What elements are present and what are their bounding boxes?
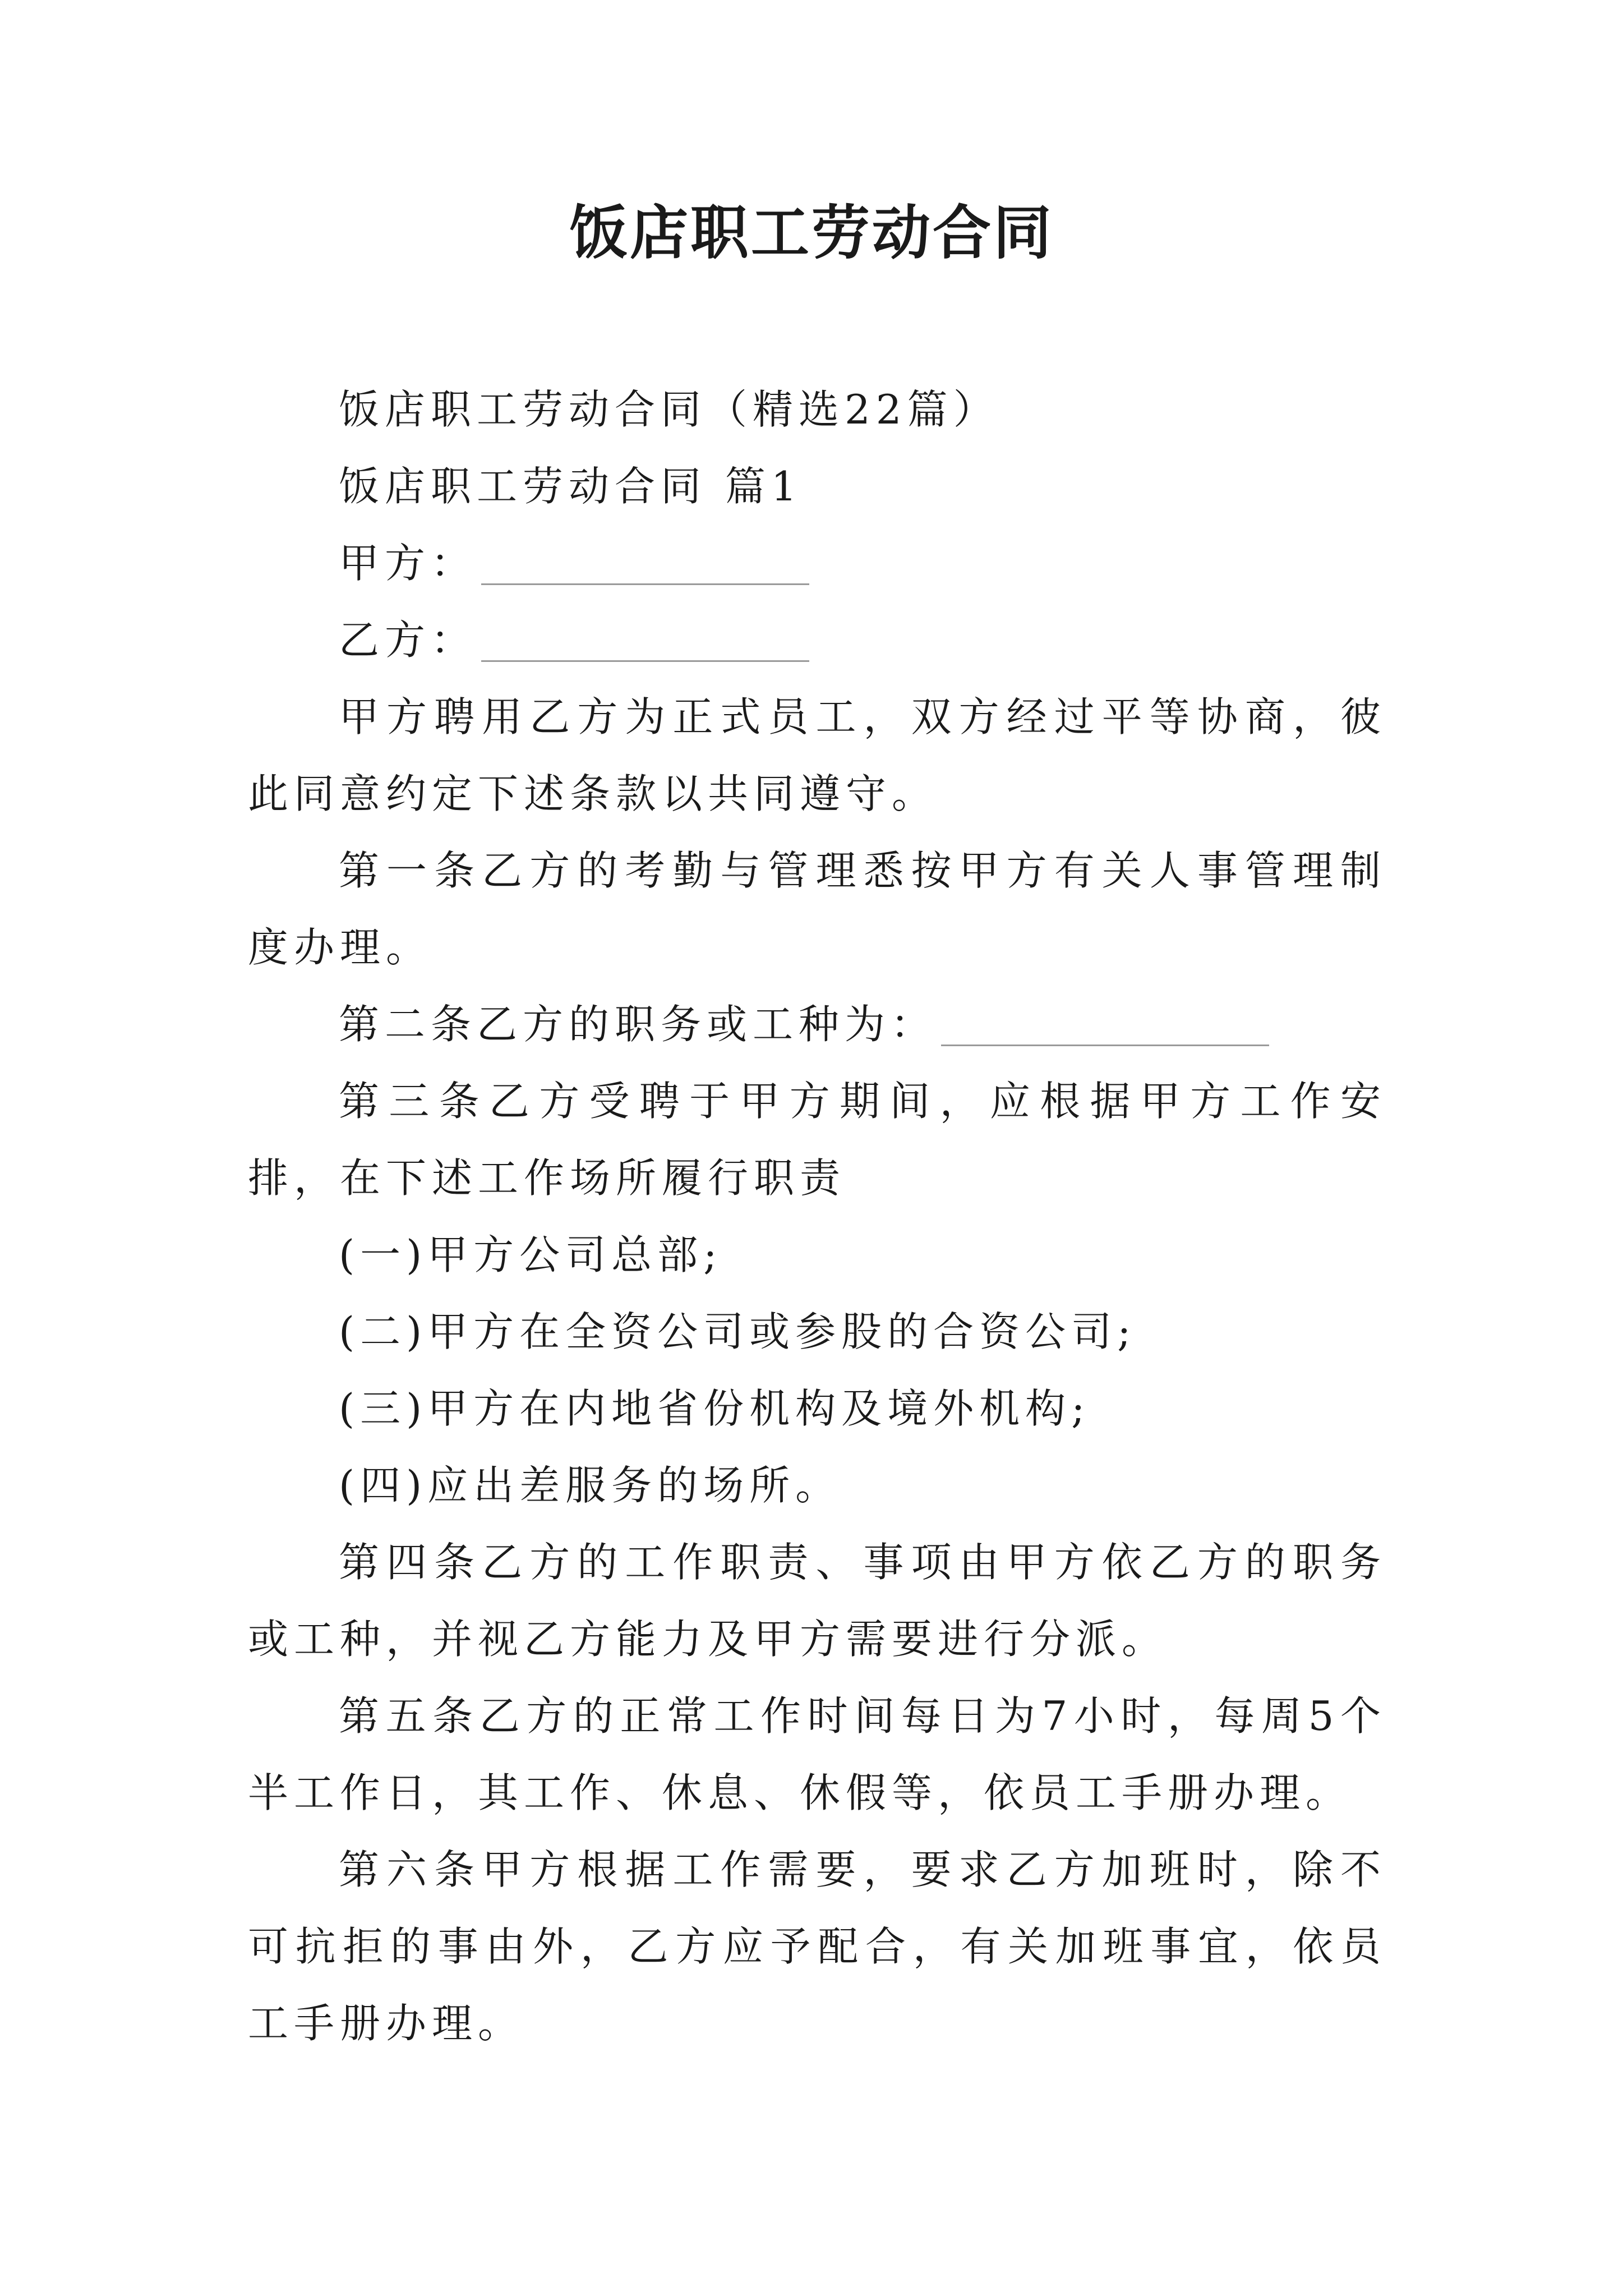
paragraph-party-a: 甲方： [248,525,1386,602]
position-blank-line [941,1004,1269,1046]
paragraph-section-heading: 饭店职工劳动合同 篇1 [339,463,803,510]
paragraph-preamble: 甲方聘用乙方为正式员工，双方经过平等协商，彼此同意约定下述条款以共同遵守。 [248,693,1386,817]
paragraph-article-3: 第三条乙方受聘于甲方期间，应根据甲方工作安排，在下述工作场所履行职责 [248,1078,1386,1202]
paragraph-item-1: (一)甲方公司总部; [339,1231,723,1278]
document-body [248,371,1386,2062]
paragraph-party-b: 乙方： [248,602,1386,679]
party-a-blank-line [481,543,809,585]
paragraph-subtitle: 饭店职工劳动合同（精选22篇） [339,386,999,433]
paragraph-article-4: 第四条乙方的工作职责、事项由甲方依乙方的职务或工种，并视乙方能力及甲方需要进行分派。 [248,1539,1386,1663]
paragraph-item-4: (四)应出差服务的场所。 [339,1462,842,1509]
paragraph-item-2: (二)甲方在全资公司或参股的合资公司; [339,1308,1137,1355]
paragraph-article-5: 第五条乙方的正常工作时间每日为7小时，每周5个半工作日，其工作、休息、休假等，依员工手册办理。 [248,1692,1386,1816]
party-b-blank-line [481,620,809,662]
paragraph-article-1: 第一条乙方的考勤与管理悉按甲方有关人事管理制度办理。 [248,847,1386,971]
paragraph-item-3: (三)甲方在内地省份机构及境外机构; [339,1385,1091,1432]
document-title: 饭店职工劳动合同 [569,198,1054,267]
paragraph-article-6: 第六条甲方根据工作需要，要求乙方加班时，除不可抗拒的事由外，乙方应予配合，有关加班事宜，依员工手册办理。 [248,1846,1386,2047]
paragraph-article-2: 第二条乙方的职务或工种为： [248,986,1386,1063]
